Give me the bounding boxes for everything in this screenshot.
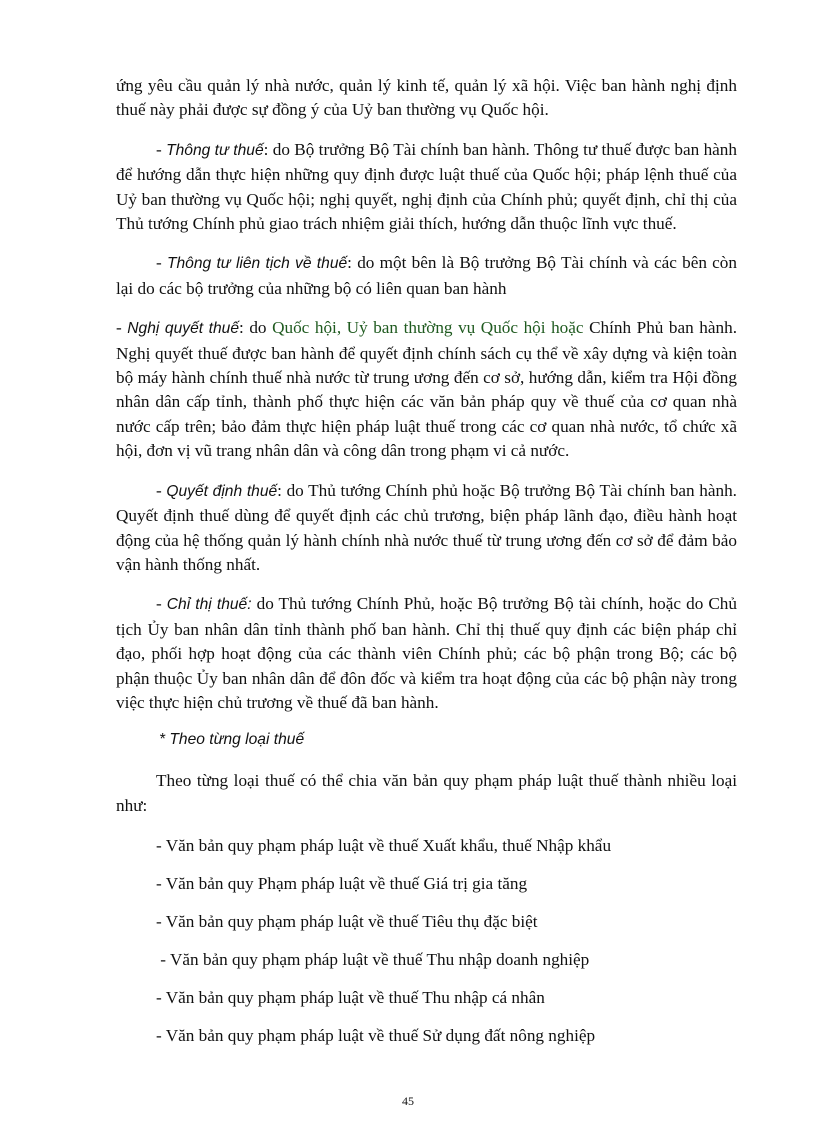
paragraph-quyet-dinh-thue	[116, 479, 737, 578]
paragraph-text: : do Bộ trưởng Bộ Tài chính ban hành. Thông tư thuế được ban hành để hướng dẫn thực hiện những quy định được luật thuế của Quốc hội; pháp lệnh thuế của Uỷ ban thường vụ Quốc hội; nghị quyết, nghị định của Chính phủ; quyết định, chỉ thị của Thủ tướng Chính phủ giao trách nhiệm giải thích, hướng dẫn thuộc lĩnh vực thuế.	[116, 139, 737, 234]
term-thong-tu-thue: Thông tư thuế	[166, 141, 264, 159]
page-number: 45	[402, 1094, 414, 1108]
paragraph-intro: ứng yêu cầu quản lý nhà nước, quản lý kinh tế, quản lý xã hội. Việc ban hành nghị định thuế này phải được sự đồng ý của Uỷ ban thường vụ Quốc hội.	[116, 76, 737, 120]
paragraph-text: : do	[239, 318, 273, 338]
section-subheading: * Theo từng loại thuế	[159, 731, 305, 749]
paragraph-text: : do một bên là Bộ trưởng Bộ Tài chính và các bên còn lại do các bộ trưởng của những bộ có liên quan ban hành	[116, 253, 737, 298]
paragraph-text: do Thủ tướng Chính Phủ, hoặc Bộ trưởng Bộ tài chính, hoặc do Chủ tịch Ủy ban nhân dân tỉnh thành phố ban hành. Chỉ thị thuế quy định các biện pháp chỉ đạo, phối hợp hoạt động của các thành viên Chính phủ; các bộ phận trong Bộ; các bộ phận thuộc Ủy ban nhân dân để đôn đốc và kiểm tra hoạt động của các bộ phận này trong việc thực hiện chủ trương về thuế đã ban hành.	[116, 594, 737, 712]
term-chi-thi-thue: Chỉ thị thuế:	[166, 596, 252, 614]
term-thong-tu-lien-tich: Thông tư liên tịch về thuế	[166, 255, 348, 273]
document-body	[116, 74, 737, 1048]
bullet-prefix: -	[156, 480, 167, 500]
paragraph-nghi-quyet-thue	[116, 316, 737, 463]
list-item: - Văn bản quy phạm pháp luật về thuế Sử dụng đất nông nghiệp	[156, 1026, 596, 1046]
paragraph-text: Chính Phủ ban hành. Nghị quyết thuế được ban hành để quyết định chính sách cụ thể về xây dựng và kiện toàn bộ máy hành chính thuế nhà nước từ trung ương đến cơ sở, hướng dẫn, kiểm tra Hội đồng nhân dân cấp tỉnh, thành phố thực hiện các văn bản pháp quy về thuế của cơ quan nhà nước cấp trên; bảo đảm thực hiện pháp luật thuế trong các cơ quan nhà nước, tổ chức xã hội, đơn vị vũ trang nhân dân và công dân trong phạm vi cả nước.	[116, 318, 737, 461]
paragraph-thong-tu-lien-tich	[116, 251, 737, 301]
term-quyet-dinh-thue: Quyết định thuế	[166, 482, 278, 500]
list-item: - Văn bản quy phạm pháp luật về thuế Tiêu thụ đặc biệt	[156, 912, 538, 932]
paragraph-theo-loai-thue: Theo từng loại thuế có thể chia văn bản quy phạm pháp luật thuế thành nhiều loại như:	[116, 771, 737, 815]
tax-document-list	[116, 834, 737, 1048]
paragraph-chi-thi-thue	[116, 592, 737, 715]
list-item: - Văn bản quy phạm pháp luật về thuế Xuất khẩu, thuế Nhập khẩu	[156, 836, 612, 856]
paragraph-text: : do Thủ tướng Chính phủ hoặc Bộ trưởng Bộ Tài chính ban hành. Quyết định thuế dùng để quyết định các chủ trương, biện pháp lãnh đạo, điều hành hoạt động của hệ thống quản lý hành chính nhà nước thuế từ trung ương đến cơ sở để đảm bảo vận hành thống nhất.	[116, 480, 737, 574]
highlighted-text: Quốc hội, Uỷ ban thường vụ Quốc hội hoặc	[272, 318, 584, 338]
paragraph-thong-tu-thue	[116, 138, 737, 237]
list-item: - Văn bản quy phạm pháp luật về thuế Thu nhập doanh nghiệp	[156, 950, 590, 970]
list-item: - Văn bản quy Phạm pháp luật về thuế Giá trị gia tăng	[156, 874, 528, 894]
term-nghi-quyet-thue: Nghị quyết thuế	[127, 320, 240, 338]
bullet-prefix: -	[156, 594, 167, 614]
bullet-prefix: -	[116, 318, 128, 338]
bullet-prefix: -	[156, 139, 167, 159]
list-item: - Văn bản quy phạm pháp luật về thuế Thu nhập cá nhân	[156, 988, 545, 1008]
bullet-prefix: -	[156, 253, 167, 273]
